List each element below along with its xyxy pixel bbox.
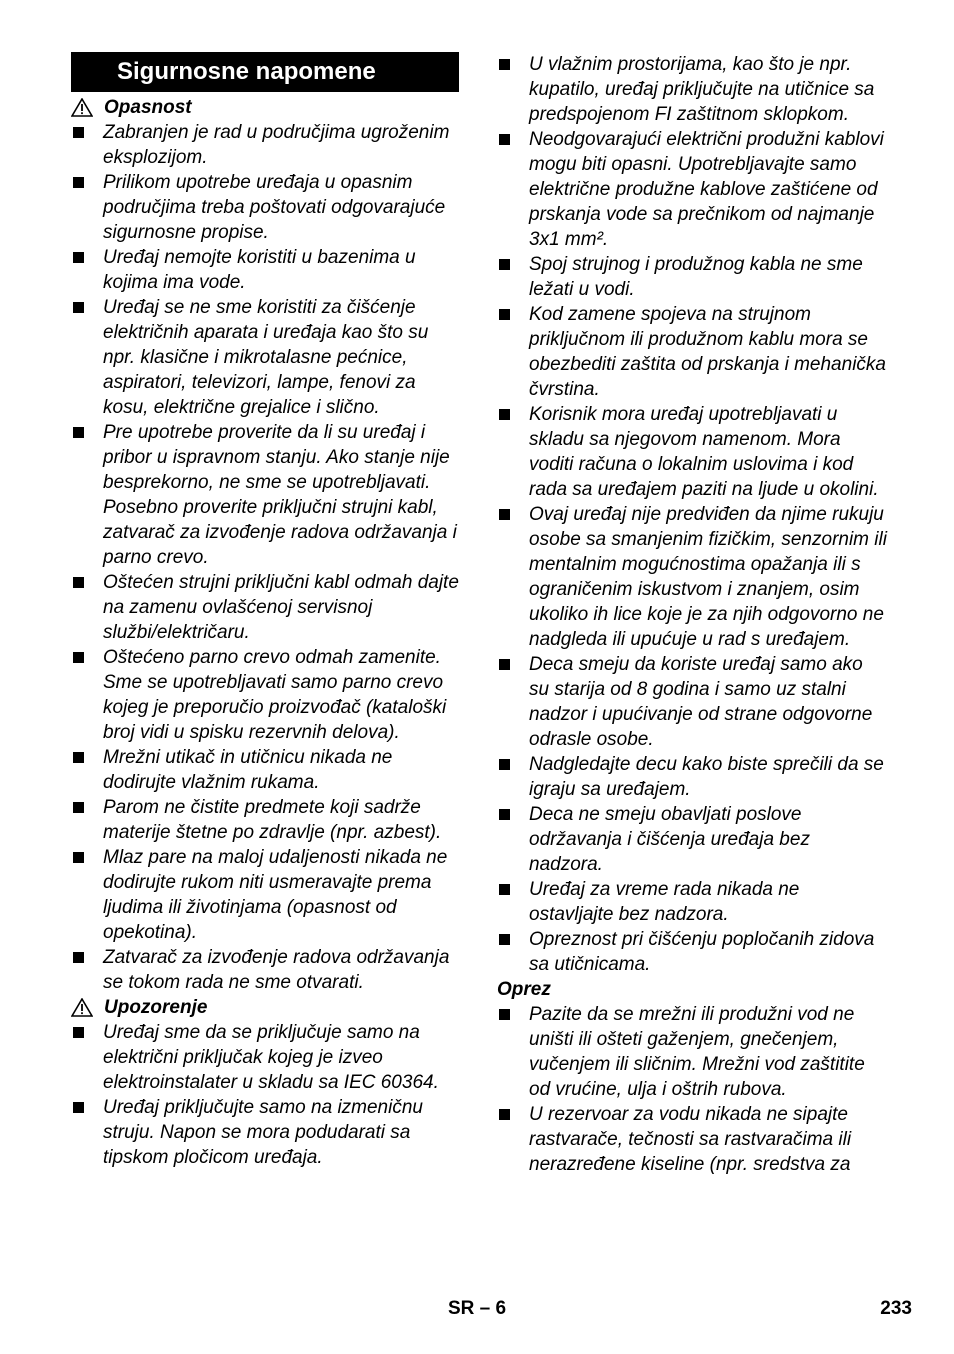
left-column xyxy=(71,52,459,1170)
list-item xyxy=(497,302,887,402)
list-item-text: Pre upotrebe proverite da li su uređaj i pribor u ispravnom stanju. Ako stanje nije besprekorno, ne sme se upotrebljavati. Posebno proverite priključni strujni kabl, zatvarač za izvođenje radova održavanja i parno crevo. xyxy=(103,422,457,568)
list-item-text: Deca ne smeju obavljati poslove održavanja i čišćenja uređaja bez nadzora. xyxy=(529,804,810,875)
list-item-text: Parom ne čistite predmete koji sadrže materije štetne po zdravlje (npr. azbest). xyxy=(103,797,442,843)
list-item-text: Zabranjen je rad u područjima ugroženim eksplozijom. xyxy=(103,122,450,168)
square-bullet-icon xyxy=(499,134,510,145)
list-item-text: Mrežni utikač in utičnicu nikada ne dodirujte vlažnim rukama. xyxy=(103,747,393,793)
square-bullet-icon xyxy=(499,509,510,520)
list-item xyxy=(71,745,459,795)
list-item xyxy=(71,570,459,645)
warning-list xyxy=(71,1020,459,1170)
list-item-text: Uređaj za vreme rada nikada ne ostavljajte bez nadzora. xyxy=(529,879,800,925)
square-bullet-icon xyxy=(73,127,84,138)
square-bullet-icon xyxy=(499,59,510,70)
right-list xyxy=(497,52,887,977)
list-item-text: Prilikom upotrebe uređaja u opasnim područjima treba poštovati odgovarajuće sigurnosne propise. xyxy=(103,172,446,243)
square-bullet-icon xyxy=(499,934,510,945)
caution-list xyxy=(497,1002,887,1177)
list-item-text: Deca smeju da koriste uređaj samo ako su starija od 8 godina i samo uz stalni nadzor i upućivanje od strane odgovorne odrasle osobe. xyxy=(529,654,873,750)
square-bullet-icon xyxy=(73,1027,84,1038)
square-bullet-icon xyxy=(499,409,510,420)
list-item xyxy=(71,295,459,420)
list-item xyxy=(497,802,887,877)
square-bullet-icon xyxy=(73,852,84,863)
square-bullet-icon xyxy=(499,259,510,270)
list-item xyxy=(497,927,887,977)
caution-label: Oprez xyxy=(497,979,551,1000)
square-bullet-icon xyxy=(73,302,84,313)
list-item xyxy=(71,245,459,295)
list-item-text: Kod zamene spojeva na strujnom priključnom ili produžnom kablu mora se obezbediti zaštita od prskanja i mehanička čvrstina. xyxy=(529,304,886,400)
list-item xyxy=(71,845,459,945)
list-item xyxy=(497,652,887,752)
danger-label: Opasnost xyxy=(104,97,192,118)
list-item-text: Uređaj priključujte samo na izmeničnu struju. Napon se mora podudarati sa tipskom pločicom uređaja. xyxy=(103,1097,423,1168)
list-item-text: Uređaj se ne sme koristiti za čišćenje električnih aparata i uređaja kao što su npr. klasične i mikrotalasne pećnice, aspiratori, televizori, lampe, fenovi za kosu, električne grejalice i slično. xyxy=(103,297,429,418)
list-item-text: U rezervoar za vodu nikada ne sipajte rastvarače, tečnosti sa rastvaračima ili nerazređene kiseline (npr. sredstva za xyxy=(529,1104,852,1175)
square-bullet-icon xyxy=(73,252,84,263)
list-item xyxy=(497,502,887,652)
warning-label: Upozorenje xyxy=(104,997,208,1018)
square-bullet-icon xyxy=(499,309,510,320)
footer-page-number: 233 xyxy=(880,1298,912,1319)
list-item xyxy=(71,945,459,995)
list-item xyxy=(71,1020,459,1095)
list-item xyxy=(71,645,459,745)
list-item-text: Neodgovarajući električni produžni kablovi mogu biti opasni. Upotrebljavajte samo električne produžne kablove zaštićene od prskanja vode sa prečnikom od najmanje 3x1 mm². xyxy=(529,129,884,250)
danger-list xyxy=(71,120,459,995)
footer-section: SR – 6 xyxy=(447,1298,507,1319)
square-bullet-icon xyxy=(73,427,84,438)
square-bullet-icon xyxy=(499,1109,510,1120)
list-item xyxy=(497,252,887,302)
list-item xyxy=(497,52,887,127)
list-item xyxy=(71,795,459,845)
list-item-text: Spoj strujnog i produžnog kabla ne sme ležati u vodi. xyxy=(529,254,863,300)
list-item-text: Oštećeno parno crevo odmah zamenite. Sme se upotrebljavati samo parno crevo kojeg je preporučio proizvođač (kataloški broj vidi u spisku rezervnih delova). xyxy=(103,647,447,743)
list-item-text: Uređaj sme da se priključuje samo na električni priključak kojeg je izveo elektroinstalater u skladu sa IEC 60364. xyxy=(103,1022,439,1093)
list-item-text: U vlažnim prostorijama, kao što je npr. kupatilo, uređaj priključujte na utičnice sa predspojenom FI zaštitnom sklopkom. xyxy=(529,54,875,125)
list-item xyxy=(71,170,459,245)
square-bullet-icon xyxy=(499,659,510,670)
square-bullet-icon xyxy=(499,1009,510,1020)
list-item xyxy=(71,420,459,570)
list-item xyxy=(497,877,887,927)
list-item xyxy=(497,752,887,802)
list-item xyxy=(497,1102,887,1177)
list-item-text: Uređaj nemojte koristiti u bazenima u kojima ima vode. xyxy=(103,247,416,293)
warning-heading xyxy=(71,995,459,1020)
square-bullet-icon xyxy=(73,952,84,963)
list-item xyxy=(497,402,887,502)
list-item-text: Nadgledajte decu kako biste sprečili da se igraju sa uređajem. xyxy=(529,754,884,800)
list-item xyxy=(71,120,459,170)
square-bullet-icon xyxy=(73,177,84,188)
list-item-text: Pazite da se mrežni ili produžni vod ne uništi ili ošteti gaženjem, gnečenjem, vučenjem ili sličnim. Mrežni vod zaštitite od vrućine, ulja i oštrih rubova. xyxy=(529,1004,865,1100)
caution-heading xyxy=(497,977,887,1002)
square-bullet-icon xyxy=(499,809,510,820)
square-bullet-icon xyxy=(73,802,84,813)
right-column xyxy=(497,52,887,1177)
square-bullet-icon xyxy=(73,752,84,763)
list-item-text: Oštećen strujni priključni kabl odmah dajte na zamenu ovlašćenoj servisnoj službi/električaru. xyxy=(103,572,459,643)
warning-triangle-icon xyxy=(71,98,93,117)
list-item-text: Mlaz pare na maloj udaljenosti nikada ne dodirujte rukom niti usmeravajte prema ljudima ili životinjama (opasnost od opekotina). xyxy=(103,847,448,943)
danger-heading xyxy=(71,95,459,120)
list-item-text: Ovaj uređaj nije predviđen da njime rukuju osobe sa smanjenim fizičkim, senzornim ili mentalnim mogućnostima opažanja ili s ograničenim iskustvom i znanjem, osim ukoliko ih lice koje je za njih odgovorno ne nadgleda ili upućuje u rad s uređajem. xyxy=(529,504,887,650)
square-bullet-icon xyxy=(73,652,84,663)
list-item-text: Zatvarač za izvođenje radova održavanja se tokom rada ne sme otvarati. xyxy=(103,947,450,993)
list-item-text: Opreznost pri čišćenju popločanih zidova sa utičnicama. xyxy=(529,929,875,975)
page-title: Sigurnosne napomene xyxy=(71,52,459,92)
list-item xyxy=(497,127,887,252)
warning-triangle-icon xyxy=(71,998,93,1017)
square-bullet-icon xyxy=(499,759,510,770)
square-bullet-icon xyxy=(73,577,84,588)
list-item xyxy=(497,1002,887,1102)
square-bullet-icon xyxy=(499,884,510,895)
square-bullet-icon xyxy=(73,1102,84,1113)
list-item-text: Korisnik mora uređaj upotrebljavati u skladu sa njegovom namenom. Mora voditi računa o lokalnim uslovima i kod rada sa uređajem paziti na ljude u okolini. xyxy=(529,404,879,500)
list-item xyxy=(71,1095,459,1170)
